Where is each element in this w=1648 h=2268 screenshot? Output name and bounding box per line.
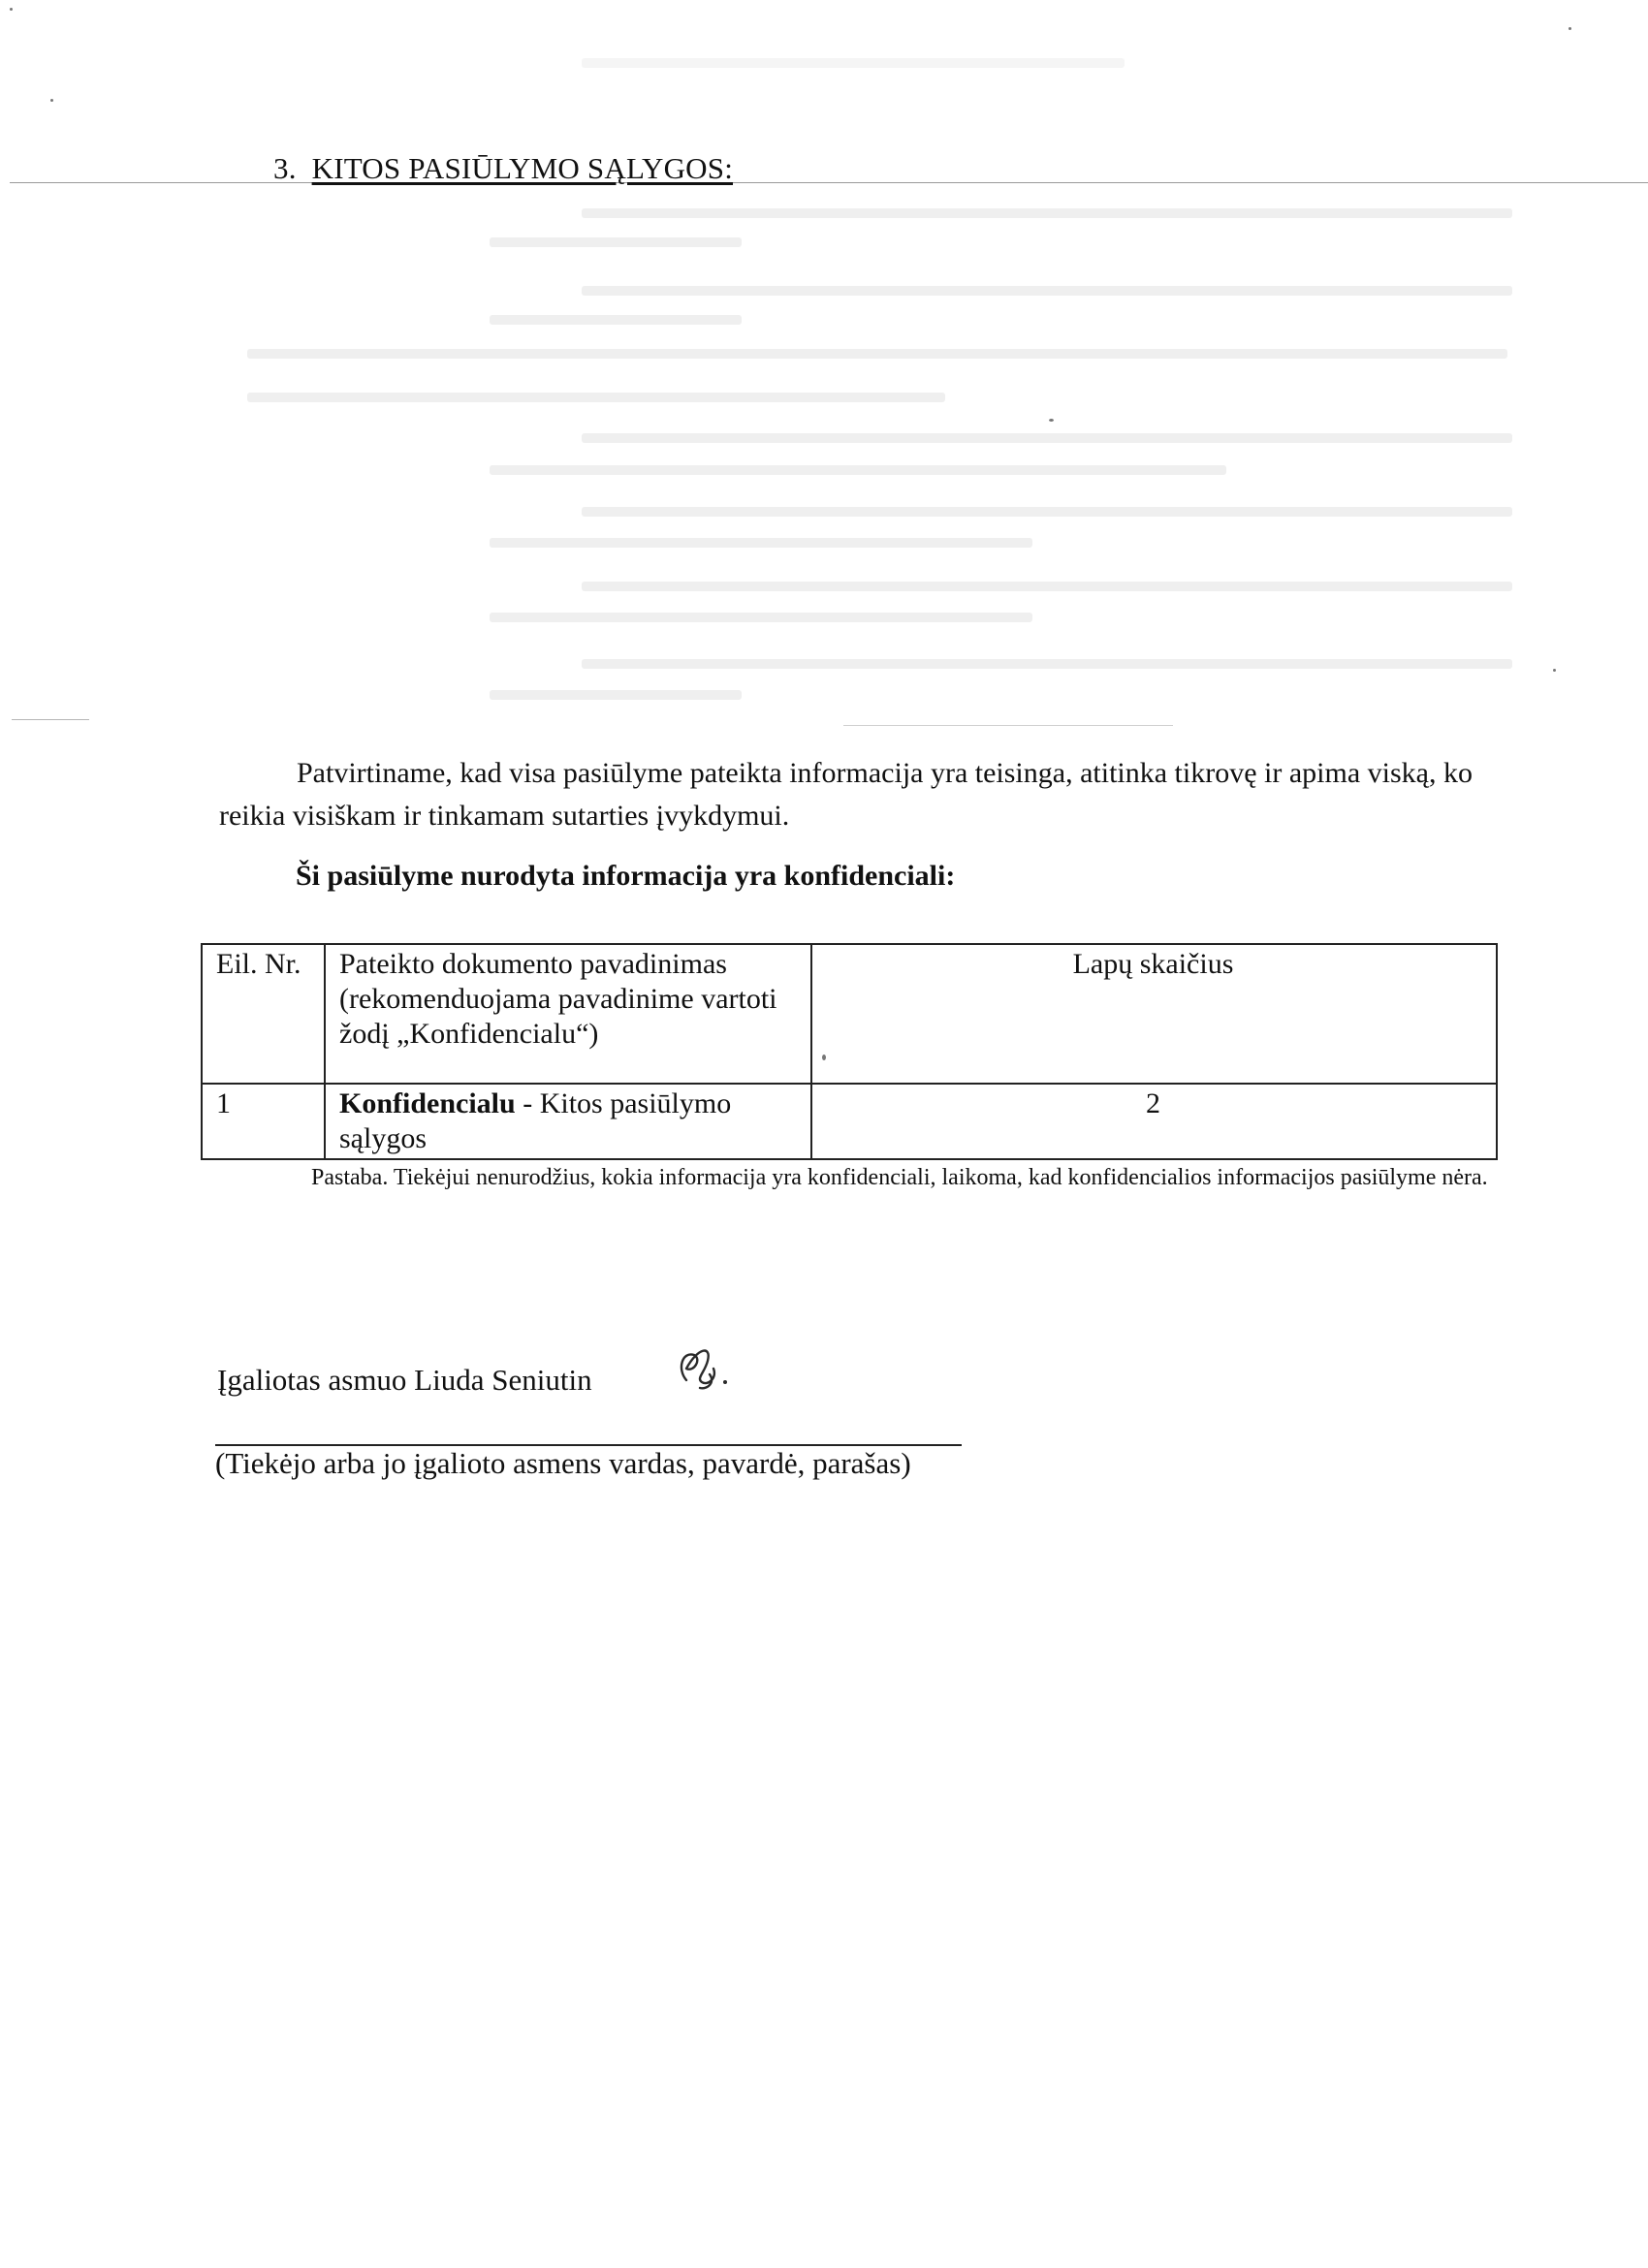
row-cell-no: 1 xyxy=(202,1084,325,1159)
scan-speck xyxy=(1553,669,1556,672)
table-note xyxy=(218,1163,1513,1192)
scan-speck xyxy=(1049,419,1054,422)
section-title: KITOS PASIŪLYMO SĄLYGOS: xyxy=(311,151,734,185)
bleed-through-text xyxy=(490,465,1226,475)
table-row xyxy=(202,1084,1497,1159)
bleed-through-text xyxy=(490,315,742,325)
confidential-table xyxy=(201,943,1498,1160)
bleed-through-text xyxy=(582,208,1512,218)
row-document-label: Konfidencialu xyxy=(339,1087,516,1119)
bleed-through-text xyxy=(582,507,1512,517)
bleed-through-text xyxy=(247,349,1507,359)
confirmation-text: Patvirtiname, kad visa pasiūlyme pateikta informacija yra teisinga, atitinka tikrovę ir apima viską, ko reikia visiškam ir tinkamam sutarties įvykdymui. xyxy=(219,757,1473,832)
bleed-through-text xyxy=(490,237,742,247)
scan-speck xyxy=(1569,27,1571,30)
header-cell-pages: Lapų skaičius xyxy=(811,944,1497,1084)
confirmation-paragraph xyxy=(219,752,1523,837)
bleed-through-text xyxy=(582,659,1512,669)
confidential-heading: Ši pasiūlyme nurodyta informacija yra konfidenciali: xyxy=(296,860,956,892)
header-cell-no: Eil. Nr. xyxy=(202,944,325,1084)
handwritten-signature xyxy=(673,1339,741,1398)
bleed-through-text xyxy=(247,393,945,402)
table-note-text: Pastaba. Tiekėjui nenurodžius, kokia informacija yra konfidenciali, laikoma, kad konfidencialios informacijos pasiūlyme nėra. xyxy=(311,1165,1488,1190)
section-heading xyxy=(273,151,733,186)
signature-caption: (Tiekėjo arba jo įgalioto asmens vardas, pavardė, parašas) xyxy=(215,1446,911,1480)
bleed-through-text xyxy=(582,582,1512,591)
row-cell-pages: 2 xyxy=(811,1084,1497,1159)
bleed-through-text xyxy=(582,433,1512,443)
table-header-row xyxy=(202,944,1497,1084)
row-document-name: Kitos pasiūlymo sąlygos xyxy=(339,1087,732,1154)
bleed-through-text xyxy=(582,286,1512,296)
bleed-through-text xyxy=(490,613,1032,622)
scan-artifact-line xyxy=(843,725,1173,726)
row-document-separator: - xyxy=(515,1087,540,1119)
bleed-through-text xyxy=(490,690,742,700)
section-number: 3. xyxy=(273,151,297,185)
bleed-through-text xyxy=(582,58,1125,68)
signer-name: Įgaliotas asmuo Liuda Seniutin xyxy=(217,1363,592,1397)
scan-artifact-line xyxy=(12,719,89,720)
scan-speck xyxy=(10,8,13,11)
scan-artifact-line xyxy=(10,182,1648,183)
header-cell-document: Pateikto dokumento pavadinimas (rekomenduojama pavadinime vartoti žodį „Konfidencialu“) xyxy=(325,944,811,1084)
scan-speck xyxy=(50,99,53,102)
row-cell-document xyxy=(325,1084,811,1159)
bleed-through-text xyxy=(490,538,1032,548)
